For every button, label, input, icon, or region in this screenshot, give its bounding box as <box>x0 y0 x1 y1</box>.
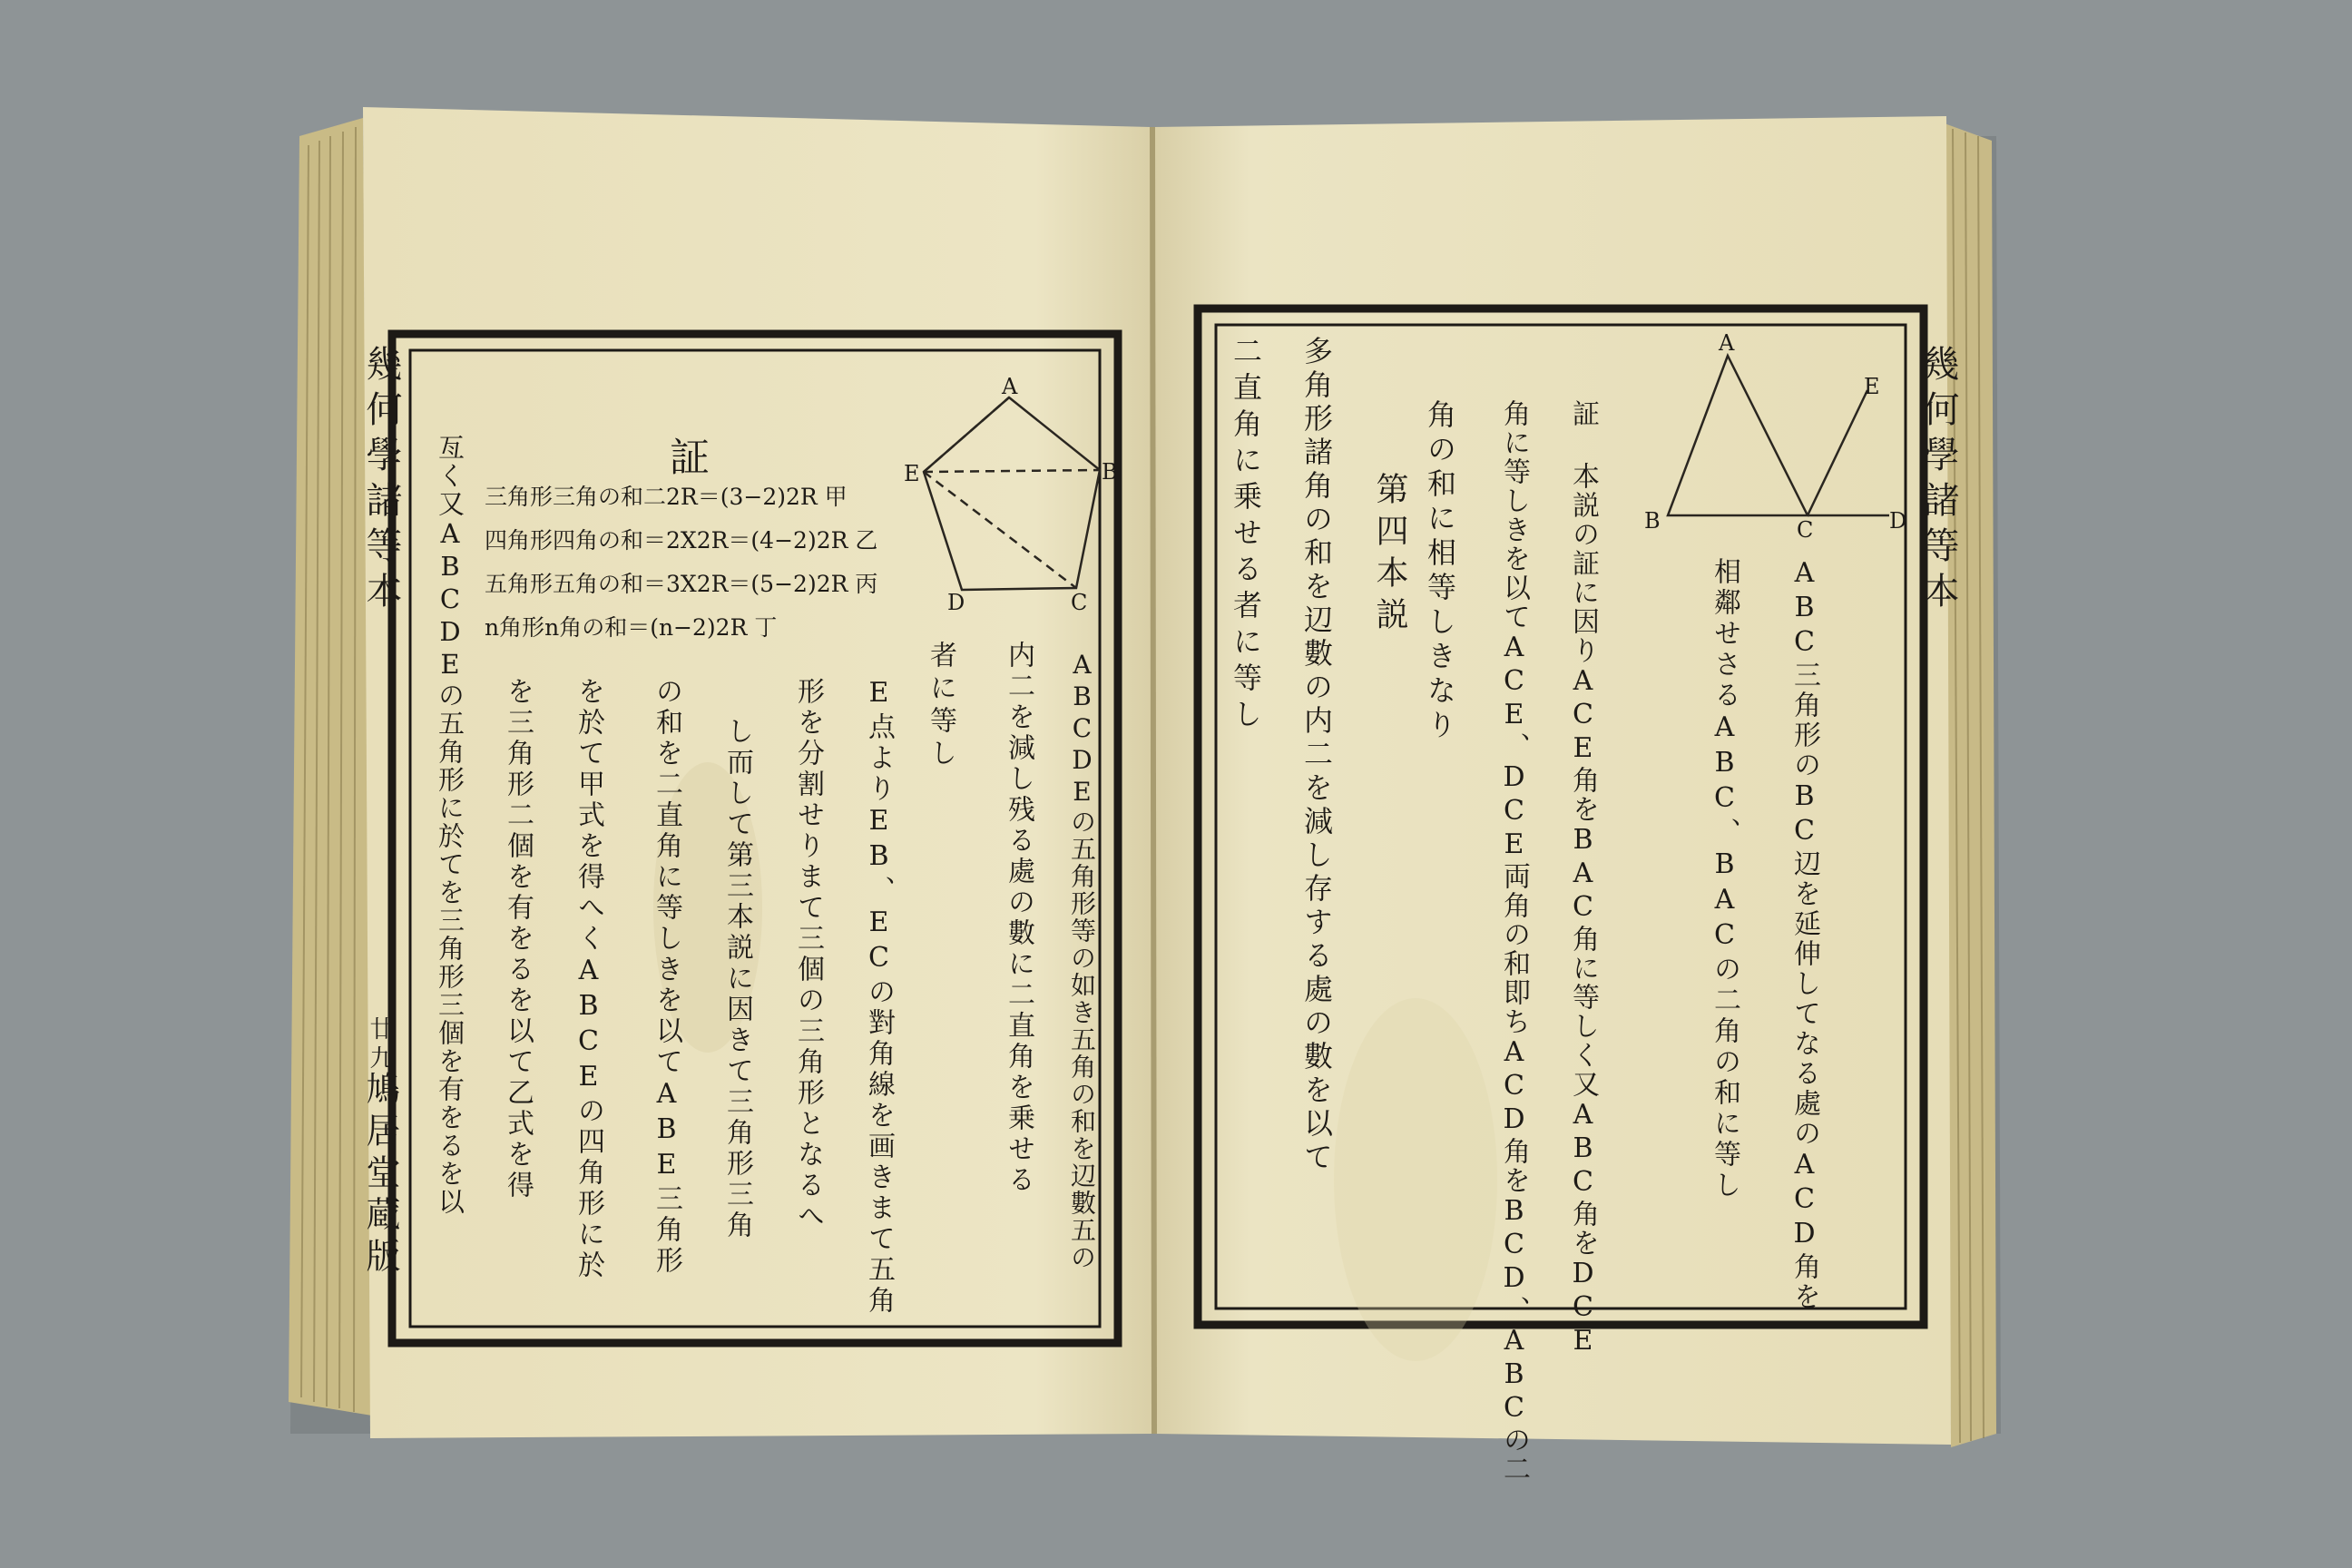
triangle-label-d: D <box>1889 508 1907 534</box>
text-column: 二直角に乗せる者に等し <box>1229 336 1263 735</box>
formula-line: 五角形五角の和＝3X2R＝(5−2)2R 丙 <box>485 571 878 597</box>
text-column: し而して第三本説に因きて三角形三角 <box>721 717 753 1241</box>
pentagon-label-b: B <box>1102 459 1118 485</box>
formula-line: 四角形四角の和＝2X2R＝(4−2)2R 乙 <box>485 527 878 554</box>
text-column: 証 本説の証に因りACE角をBAC角に等しく又ABC角をDCE <box>1567 399 1599 1358</box>
section-heading: 第四本説 <box>1371 472 1408 639</box>
proof-heading: 証 <box>670 435 710 481</box>
pentagon-label-a: A <box>1002 374 1018 399</box>
triangle-label-c: C <box>1797 517 1814 543</box>
left-publisher: 鳩居堂蔵版 <box>360 1071 400 1279</box>
formula-line: n角形n角の和＝(n−2)2R 丁 <box>485 614 778 641</box>
pentagon-label-e: E <box>904 461 920 486</box>
text-column: ABCDEの五角形等の如き五角の和を辺數五の <box>1067 650 1097 1271</box>
text-column: 形を分割せりまて三個の三角形となるへ <box>792 677 824 1232</box>
left-folio: 廿九 <box>366 1016 393 1074</box>
text-column: 角の和に相等しきなり <box>1423 399 1457 744</box>
right-page <box>1154 116 1951 1445</box>
text-column: E点よりEB、ECの對角線を画きまて五角 <box>863 677 895 1317</box>
text-column: 相鄰せさるABC、BACの二角の和に等し <box>1709 557 1740 1201</box>
right-running-title: 幾何學諸等本 <box>1917 345 1959 617</box>
text-column: の和を二直角に等しきを以てABE三角形 <box>651 677 682 1277</box>
triangle-label-b: B <box>1644 508 1661 534</box>
left-running-title: 幾何學諸等本 <box>360 345 402 617</box>
triangle-label-a: A <box>1719 330 1735 356</box>
text-column: 角に等しきを以てACE、DCE両角の和即ちACD角をBCD、ABCの二 <box>1498 399 1530 1484</box>
text-column: を三角形二個を有をるを以て乙式を得 <box>502 677 534 1201</box>
text-column: 者に等し <box>925 641 956 771</box>
triangle-label-e: E <box>1864 374 1880 399</box>
text-column: 内二を減し残る處の數に二直角を乗せる <box>1003 641 1034 1196</box>
text-column: ABC三角形のBC辺を延伸してなる處のACD角を <box>1788 557 1820 1312</box>
pentagon-label-c: C <box>1071 590 1088 615</box>
text-column: を於て甲式を得へくABCEの四角形に於 <box>573 677 604 1281</box>
text-column: 亙く又ABCDEの五角形に於てを三角形三個を有をるを以 <box>435 434 466 1216</box>
pentagon-label-d: D <box>947 590 965 615</box>
text-column: 多角形諸角の和を辺數の内二を減し存する處の數を以て <box>1299 336 1334 1175</box>
formula-line: 三角形三角の和二2R＝(3−2)2R 甲 <box>485 484 848 510</box>
